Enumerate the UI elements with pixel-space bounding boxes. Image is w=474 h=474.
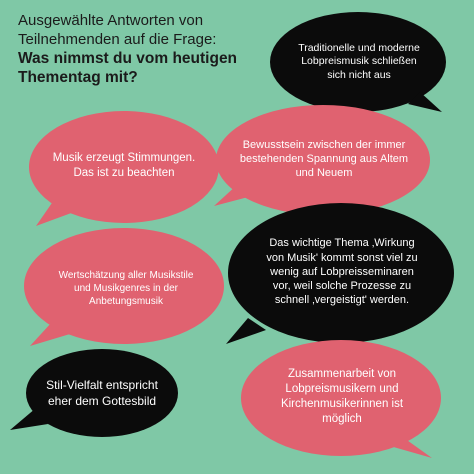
speech-bubble-7-text: Zusammenarbeit von Lobpreismusikern und Kirchenmusikerinnen ist möglich [280, 368, 404, 425]
speech-bubble-5-text: Wertschätzung aller Musikstile und Musikgenres in der Anbetungsmusik [58, 269, 194, 307]
speech-bubble-4-text: Das wichtige Thema ‚Wirkung von Musik' kommt sonst viel zu wenig auf Lobpreisseminaren vor, weil solche Prozesse zu schnell ‚vergeistigt' werden. [266, 237, 418, 307]
heading-intro: Ausgewählte Antworten von Teilnehmenden auf die Frage: [18, 12, 217, 48]
heading-question: Was nimmst du vom heutigen Thementag mit? [18, 50, 238, 87]
speech-bubble-6-text: Stil-Vielfalt entspricht eher dem Gottesbild [46, 378, 158, 408]
speech-bubble-1-text: Traditionelle und moderne Lobpreismusik schließen sich nicht aus [298, 41, 420, 81]
speech-bubble-3-text: Musik erzeugt Stimmungen. Das ist zu beachten [52, 152, 196, 179]
speech-bubble-2-text: Bewusstsein zwischen der immer bestehenden Spannung aus Altem und Neuem [239, 138, 409, 180]
